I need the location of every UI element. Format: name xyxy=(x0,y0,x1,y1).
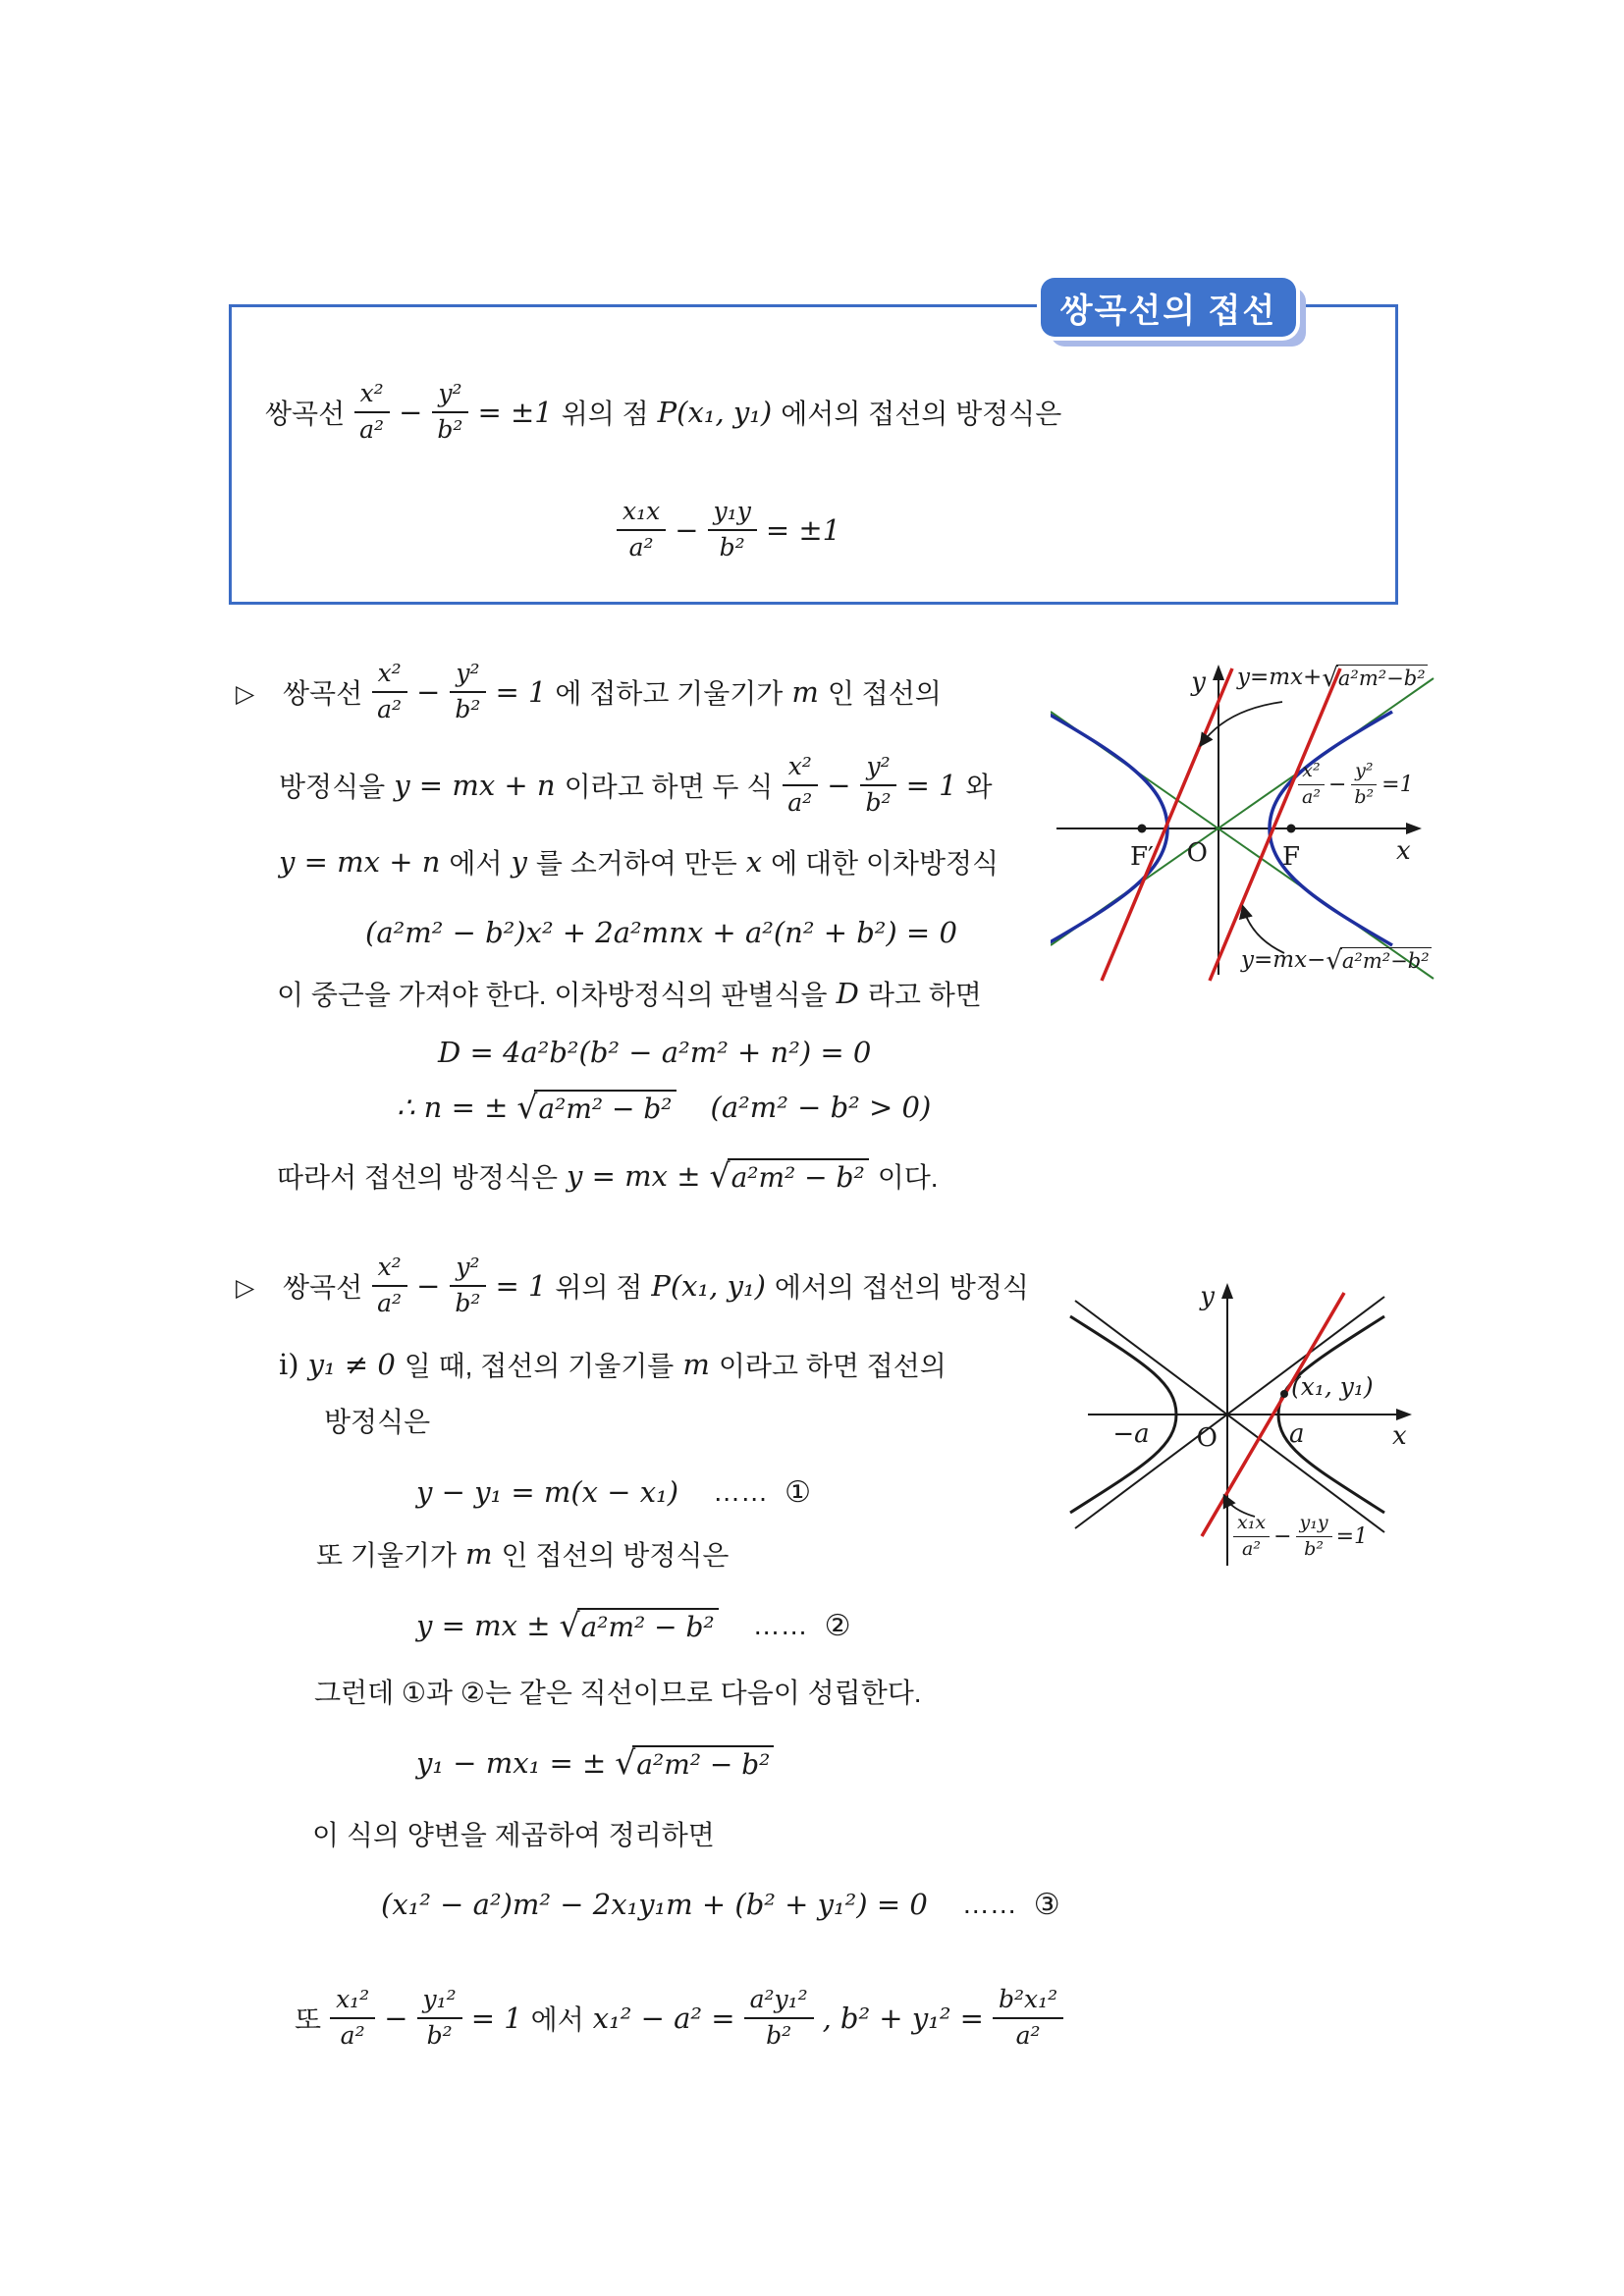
math-equation: D = 4a²b²(b² − a²m² + n²) = 0 xyxy=(438,1036,872,1069)
math-text: m xyxy=(682,1348,710,1381)
s2-line5 xyxy=(314,1672,922,1711)
math-text: x₁² − a² = xyxy=(592,2001,735,2035)
math-text: y = mx + n xyxy=(394,769,556,802)
graph-slope-tangents xyxy=(1051,653,1438,987)
fraction-denominator: a² xyxy=(359,415,385,444)
korean-text: 위의 점 xyxy=(561,399,649,429)
fraction-numerator: y² xyxy=(450,660,485,693)
fraction-denominator: a² xyxy=(628,533,654,561)
math-text: y=mx+ xyxy=(1237,665,1323,690)
minus-sign: − xyxy=(399,396,423,429)
fraction-numerator: x² xyxy=(372,660,407,693)
s1-equation3 xyxy=(397,1082,931,1133)
box-tangent-formula xyxy=(617,485,840,575)
a-label: a xyxy=(1289,1419,1305,1449)
korean-text: 인 접선의 방정식은 xyxy=(501,1540,730,1571)
math-text: = 1 xyxy=(495,675,547,709)
asymptote-line xyxy=(1075,1301,1384,1532)
math-text: b² + y₁² = xyxy=(839,2001,984,2035)
fraction xyxy=(744,1986,814,2051)
title-badge xyxy=(1041,278,1296,337)
comma: , xyxy=(822,2001,832,2035)
korean-text: 를 소거하여 만든 xyxy=(535,848,737,879)
item-marker: i) xyxy=(279,1348,299,1381)
korean-text: 와 xyxy=(965,772,993,802)
korean-text: 에 접하고 기울기가 xyxy=(555,678,784,709)
fraction-denominator: b² xyxy=(426,2020,453,2050)
s2-equation3 xyxy=(416,1737,774,1789)
fraction-numerator: b²x₁² xyxy=(993,1986,1063,2019)
fraction-denominator: a² xyxy=(787,788,813,817)
ellipsis-dots: …… xyxy=(752,1610,808,1640)
fraction-numerator: y² xyxy=(450,1254,485,1287)
fraction xyxy=(330,1986,375,2051)
korean-text: 인 접선의 xyxy=(827,678,942,709)
fraction xyxy=(708,498,757,562)
math-text: y xyxy=(511,845,527,879)
math-text: =1 xyxy=(1381,772,1414,797)
math-text: = ±1 xyxy=(477,396,553,429)
y-axis-arrow-icon xyxy=(1221,1283,1233,1299)
math-text: = 1 xyxy=(495,1269,547,1303)
tangent-minus-label xyxy=(1241,946,1432,976)
math-text: ∴ n = ± xyxy=(397,1091,509,1124)
ellipsis-dots: …… xyxy=(961,1889,1017,1919)
radical xyxy=(1326,946,1431,976)
korean-text: 이라고 하면 두 식 xyxy=(564,772,774,802)
fraction xyxy=(449,1254,486,1318)
tangent-line-minus xyxy=(1210,664,1340,981)
math-text: m xyxy=(465,1537,493,1571)
s1-line1 xyxy=(283,647,942,737)
minus-sign: − xyxy=(1327,772,1347,797)
fraction xyxy=(1350,761,1378,809)
radical xyxy=(709,1155,869,1195)
x-axis-label: x xyxy=(1396,836,1411,866)
radical xyxy=(615,1742,774,1782)
math-text: = ±1 xyxy=(765,513,841,547)
math-text: D xyxy=(836,977,859,1010)
fraction-denominator: b² xyxy=(1304,1537,1324,1560)
s2-line6 xyxy=(312,1814,715,1853)
fraction xyxy=(371,1254,407,1318)
math-equation: y − y₁ = m(x − x₁) xyxy=(416,1475,679,1509)
tangent-equation-label xyxy=(1233,1513,1368,1561)
fraction-numerator: a²y₁² xyxy=(744,1986,814,2019)
math-text: (x₁, y₁) xyxy=(1291,1372,1374,1401)
radicand: a²m² − b² xyxy=(728,1158,869,1194)
radical-sign: √ xyxy=(1322,664,1338,693)
radicand: a²m²−b² xyxy=(1337,667,1426,690)
s1-line5 xyxy=(277,1150,939,1201)
y-axis-label: y xyxy=(1191,667,1206,697)
fraction-numerator: x² xyxy=(372,1254,407,1287)
fraction-denominator: a² xyxy=(1015,2020,1041,2050)
s1-equation1 xyxy=(365,911,957,954)
fraction xyxy=(371,660,407,724)
korean-text: 라고 하면 xyxy=(867,980,982,1010)
fraction-numerator: x₁x xyxy=(617,498,666,531)
fraction xyxy=(449,660,486,724)
fraction xyxy=(993,1986,1063,2051)
radical xyxy=(559,1605,719,1644)
label-arrow xyxy=(1243,907,1284,953)
math-text: y=mx− xyxy=(1241,947,1326,973)
radicand: a²m² − b² xyxy=(577,1608,719,1643)
korean-text: 방정식을 xyxy=(279,772,386,802)
korean-text: 에서 xyxy=(449,848,503,879)
fraction xyxy=(353,380,390,445)
radical-sign: √ xyxy=(615,1742,636,1782)
circled-number: ② xyxy=(824,1609,851,1642)
fraction-numerator: x² xyxy=(1298,761,1324,785)
ellipsis-dots: …… xyxy=(713,1476,769,1507)
fraction xyxy=(1233,1513,1270,1561)
fraction-denominator: b² xyxy=(865,788,892,817)
fraction-denominator: a² xyxy=(377,1289,403,1317)
radical xyxy=(1322,664,1427,693)
circled-number: ① xyxy=(785,1475,811,1509)
y-axis-arrow-icon xyxy=(1213,665,1224,680)
fraction-numerator: y² xyxy=(432,380,467,413)
math-equation: (a²m² − b²)x² + 2a²mnx + a²(n² + b²) = 0 xyxy=(365,916,957,949)
s1-line3 xyxy=(279,842,999,881)
triangle-bullet-icon: ▷ xyxy=(236,679,255,708)
x-axis-arrow-icon xyxy=(1396,1409,1412,1420)
fraction xyxy=(782,753,818,818)
origin-label: O xyxy=(1186,838,1208,868)
fraction-numerator: x₁x xyxy=(1233,1513,1270,1537)
fraction-numerator: y₁y xyxy=(708,498,757,531)
s1-line4 xyxy=(277,974,982,1013)
fraction xyxy=(1298,761,1325,809)
minus-sign: − xyxy=(827,769,851,802)
math-text: x xyxy=(745,845,763,879)
korean-text: 에서의 접선의 방정식은 xyxy=(781,399,1062,429)
radicand: a²m² − b² xyxy=(632,1745,774,1781)
s2-line2 xyxy=(279,1345,947,1384)
korean-text: 쌍곡선 xyxy=(265,399,346,429)
x-axis-arrow-icon xyxy=(1406,823,1422,834)
korean-text: 방정식은 xyxy=(324,1407,431,1437)
math-text: m xyxy=(791,675,819,709)
korean-text: 또 xyxy=(295,2003,322,2035)
radical-sign: √ xyxy=(1326,946,1342,976)
focus-point-fprime xyxy=(1138,825,1147,833)
focus-fprime-label: F′ xyxy=(1130,842,1154,872)
korean-text: 이라고 하면 접선의 xyxy=(718,1351,947,1381)
korean-text: 쌍곡선 xyxy=(283,678,363,709)
s2-line1 xyxy=(283,1241,1029,1331)
math-text: y = mx ± xyxy=(416,1609,551,1642)
fraction-denominator: a² xyxy=(1302,785,1321,808)
fraction-denominator: b² xyxy=(455,1289,481,1317)
fraction-numerator: x² xyxy=(783,753,818,786)
hyperbola-slope-tangent-plot xyxy=(1051,653,1438,987)
s1-line2 xyxy=(279,740,993,830)
radicand: a²m² − b² xyxy=(534,1090,676,1125)
fraction-denominator: b² xyxy=(1354,785,1375,808)
math-text: = 1 xyxy=(470,2001,522,2035)
fraction xyxy=(417,1986,462,2051)
neg-a-label: −a xyxy=(1112,1419,1150,1449)
math-text: y = mx ± xyxy=(567,1159,701,1193)
tangency-point xyxy=(1280,1390,1288,1398)
origin-label: O xyxy=(1196,1423,1218,1453)
fraction xyxy=(431,380,468,445)
korean-text: 이 식의 양변을 제곱하여 정리하면 xyxy=(312,1820,715,1850)
s1-equation2 xyxy=(438,1031,871,1074)
fraction-denominator: b² xyxy=(766,2020,792,2050)
hyperbola-equation-label xyxy=(1298,761,1414,809)
fraction-numerator: x² xyxy=(354,380,390,413)
title-badge-label: 쌍곡선의 접선 xyxy=(1059,292,1277,330)
s2-equation2 xyxy=(416,1600,851,1651)
minus-sign: − xyxy=(384,2001,408,2035)
fraction xyxy=(860,753,897,818)
korean-text: 에 대한 이차방정식 xyxy=(771,848,1000,879)
fraction-numerator: y₁y xyxy=(1296,1513,1332,1537)
minus-sign: − xyxy=(416,1269,441,1303)
circled-number: ③ xyxy=(1033,1888,1060,1921)
math-text: y = mx + n xyxy=(279,845,441,879)
radical xyxy=(516,1087,676,1126)
fraction-numerator: x₁² xyxy=(330,1986,375,2019)
radical-sign: √ xyxy=(709,1155,731,1195)
fraction-denominator: b² xyxy=(455,695,481,723)
korean-text: 일 때, 접선의 기울기를 xyxy=(404,1351,675,1381)
s2-line7 xyxy=(295,1971,1063,2064)
s2-equation1 xyxy=(416,1470,811,1514)
fraction-denominator: b² xyxy=(437,415,463,444)
korean-text: 이다. xyxy=(877,1162,939,1193)
korean-text: 그런데 ①과 ②는 같은 직선이므로 다음이 성립한다. xyxy=(314,1678,922,1708)
math-text: P(x₁, y₁) xyxy=(651,1269,766,1303)
korean-text: 에서의 접선의 방정식 xyxy=(774,1272,1029,1303)
y-axis-label: y xyxy=(1200,1282,1215,1311)
radical-sign: √ xyxy=(559,1605,580,1644)
fraction-numerator: y² xyxy=(1351,761,1377,785)
point-label xyxy=(1291,1372,1374,1401)
s2-equation4 xyxy=(381,1883,1060,1926)
fraction xyxy=(1296,1513,1332,1561)
radicand: a²m²−b² xyxy=(1341,949,1430,973)
korean-text: 쌍곡선 xyxy=(283,1272,363,1303)
korean-text: 또 기울기가 xyxy=(316,1540,458,1571)
math-text: = 1 xyxy=(905,769,957,802)
asymptote-line xyxy=(1075,1297,1384,1528)
minus-sign: − xyxy=(416,675,441,709)
label-arrow xyxy=(1201,702,1282,745)
korean-text: 따라서 접선의 방정식은 xyxy=(277,1162,559,1193)
math-text: =1 xyxy=(1335,1523,1369,1549)
korean-text: 이 중근을 가져야 한다. 이차방정식의 판별식을 xyxy=(277,980,828,1010)
fraction-denominator: a² xyxy=(1242,1537,1261,1560)
focus-point-f xyxy=(1287,825,1296,833)
fraction-numerator: y₁² xyxy=(417,1986,462,2019)
fraction-denominator: a² xyxy=(340,2020,365,2050)
box-statement xyxy=(265,367,1061,457)
s2-line4 xyxy=(316,1534,729,1574)
math-condition: (a²m² − b² > 0) xyxy=(710,1091,932,1124)
minus-sign: − xyxy=(1273,1523,1292,1549)
focus-f-label: F xyxy=(1281,842,1301,872)
math-equation: (x₁² − a²)m² − 2x₁y₁m + (b² + y₁²) = 0 xyxy=(381,1888,928,1921)
s2-line3 xyxy=(324,1401,430,1440)
korean-text: 위의 점 xyxy=(555,1272,643,1303)
tangent-plus-label xyxy=(1237,664,1428,693)
radical-sign: √ xyxy=(516,1087,538,1126)
fraction-numerator: y² xyxy=(860,753,895,786)
korean-text: 에서 xyxy=(530,2003,584,2035)
x-axis-label: x xyxy=(1392,1421,1407,1451)
math-text: y₁ − mx₁ = ± xyxy=(416,1746,607,1780)
fraction-denominator: b² xyxy=(719,533,745,561)
minus-sign: − xyxy=(675,513,699,547)
math-text: P(x₁, y₁) xyxy=(657,396,773,429)
fraction-denominator: a² xyxy=(377,695,403,723)
math-text: y₁ ≠ 0 xyxy=(307,1348,396,1381)
triangle-bullet-icon: ▷ xyxy=(236,1273,255,1302)
graph-point-tangent xyxy=(1060,1269,1429,1578)
fraction xyxy=(617,498,666,562)
